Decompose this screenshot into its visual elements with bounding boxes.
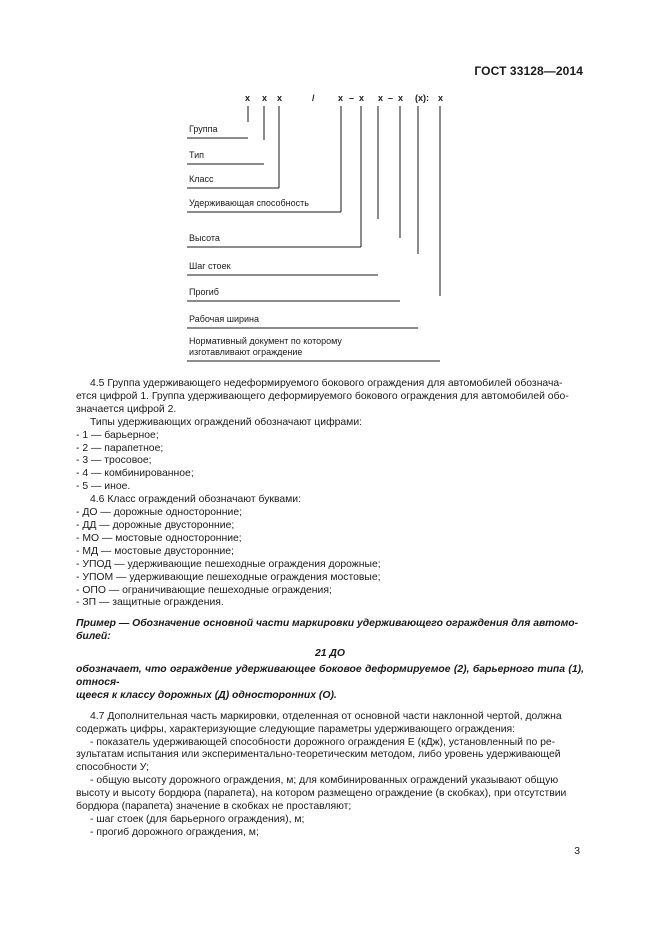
code-part: x [262, 93, 268, 103]
code-dash: – [388, 93, 394, 103]
label-group: Группа [189, 124, 218, 134]
code-part: x [359, 93, 365, 103]
paragraph-line: способности У; [76, 762, 150, 774]
paragraph-line: - прогиб дорожного ограждения, м; [90, 826, 259, 838]
example-code: 21 ДО [314, 648, 346, 660]
paragraph-line: - общую высоту дорожного ограждения, м; для комбинированных ограждений указывают общую [90, 775, 559, 787]
list-item: - 2 — парапетное; [76, 442, 164, 454]
list-item: - ОПО — ограничивающие пешеходные ограждения; [76, 584, 332, 596]
code-part: (x): [415, 93, 429, 103]
paragraph-line: Типы удерживающих ограждений обозначают цифрами: [90, 416, 363, 428]
list-item: - МО — мостовые односторонние; [76, 532, 242, 544]
paragraph-line: 4.5 Группа удерживающего недеформируемого бокового ограждения для автомобилей обознача- [90, 378, 563, 389]
label-post-spacing: Шаг стоек [189, 261, 231, 271]
list-item: - 1 — барьерное; [76, 429, 159, 441]
list-item: - 4 — комбинированное; [76, 468, 194, 480]
list-item: - 5 — иное. [76, 481, 131, 493]
code-part: x [378, 93, 384, 103]
code-dash: – [349, 93, 355, 103]
list-item: - МД — мостовые двусторонние; [76, 545, 234, 557]
code-slash: / [312, 93, 315, 103]
label-working-width: Рабочая ширина [189, 314, 259, 324]
example-line: Пример — Обозначение основной части маркировки удерживающего ограждения для автомо- [76, 618, 579, 630]
page-number: 3 [574, 846, 580, 857]
paragraph-line: высоту и высоту бордюра (парапета), на котором размещено ограждение (в скобках), при отсутствии [76, 788, 567, 800]
label-deflection: Прогиб [189, 287, 219, 297]
paragraph-line: - шаг стоек (для барьерного ограждения), м; [90, 814, 305, 825]
example-line: обозначает, что ограждение удерживающее боковое деформируемое (2), барьерного типа (1), относя- [76, 664, 584, 688]
paragraph-line: - показатель удерживающей способности дорожного ограждения Е (кДж), установленный по ре- [90, 736, 556, 748]
diagram-lines [0, 0, 661, 380]
marking-diagram [0, 0, 661, 380]
standard-header: ГОСТ 33128—2014 [474, 64, 583, 78]
list-item: - УПОМ — удерживающие пешеходные ограждения мостовые; [76, 571, 381, 583]
label-type: Тип [189, 150, 205, 160]
list-item: - ЗП — защитные ограждения. [76, 597, 224, 609]
list-item: - ДО — дорожные односторонние; [76, 507, 242, 519]
code-part: x [338, 93, 344, 103]
paragraph-line: значается цифрой 2. [76, 403, 177, 415]
paragraph-line: 4.6 Класс ограждений обозначают буквами: [90, 494, 301, 506]
list-item: - УПОД — удерживающие пешеходные ограждения дорожные; [76, 558, 381, 570]
example-line: щееся к классу дорожных (Д) односторонних (О). [76, 689, 337, 701]
label-class: Класс [189, 174, 214, 184]
code-part: x [245, 93, 251, 103]
code-part: x [438, 93, 444, 103]
paragraph-line: 4.7 Дополнительная часть маркировки, отделенная от основной части наклонной чертой, должна [90, 710, 562, 722]
body-text [76, 378, 584, 840]
paragraph-line: ется цифрой 1. Группа удерживающего деформируемого бокового ограждения для автомобилей обо- [76, 390, 569, 402]
label-height: Высота [189, 233, 220, 243]
label-normative-doc-1: Нормативный документ по которому [189, 336, 342, 346]
example-line: билей: [76, 631, 111, 643]
code-part: x [398, 93, 404, 103]
list-item: - 3 — тросовое; [76, 455, 152, 467]
paragraph-line: содержать цифры, характеризующие следующие параметры удерживающего ограждения: [76, 723, 516, 735]
label-capacity: Удерживающая способность [189, 198, 309, 208]
code-part: x [277, 93, 283, 103]
paragraph-line: бордюра (парапета) значение в скобках не проставляют; [76, 801, 352, 813]
paragraph-line: зультатам испытания или экспериментально-теоретическим методом, либо уровень удерживающей [76, 749, 561, 761]
label-normative-doc-2: изготавливают ограждение [189, 347, 303, 357]
list-item: - ДД — дорожные двусторонние; [76, 519, 235, 531]
